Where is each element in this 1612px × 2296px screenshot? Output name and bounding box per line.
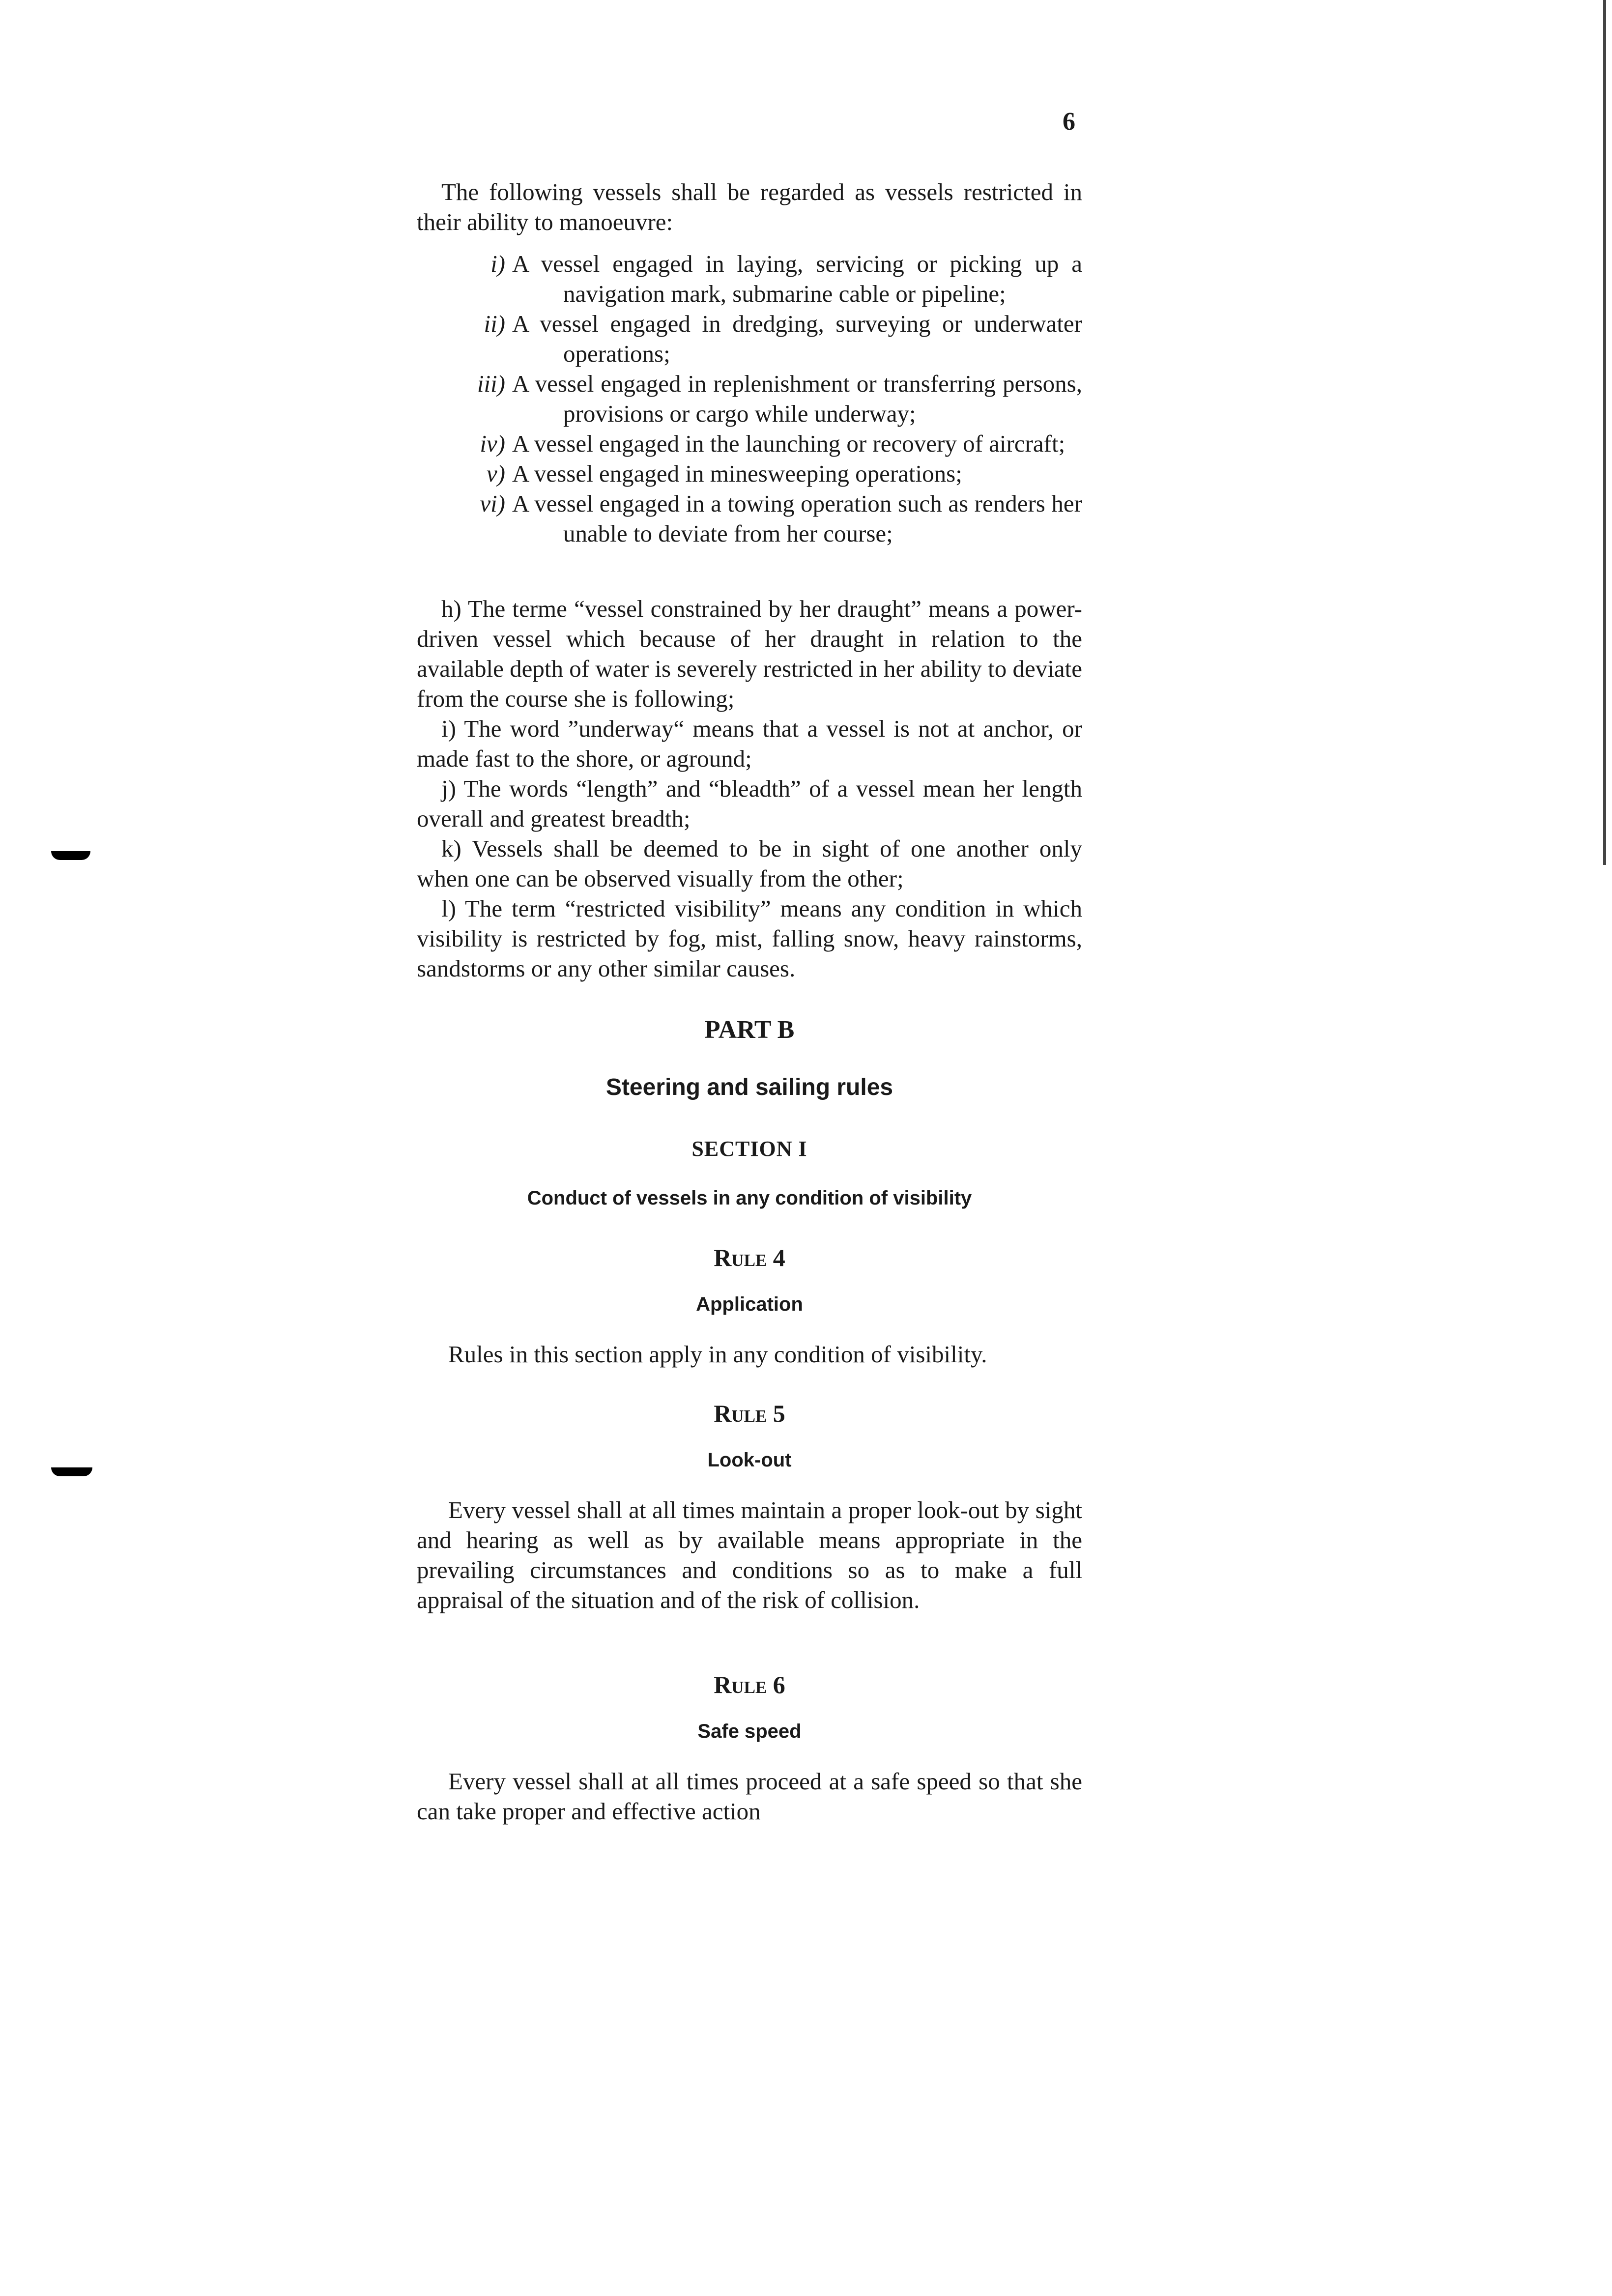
rule-6-title: Safe speed bbox=[697, 1721, 802, 1742]
definition-l: l) The term “restricted visibility” means any condition in which visibility is restricted by fog, mist, falling snow, heavy rainstorms, sandstorms or any other similar causes. bbox=[417, 895, 1082, 982]
rule-5-text: Every vessel shall at all times maintain a proper look-out by sight and hearing as well as by available means appropriate in the prevailing circumstances and conditions so as to make a full appraisal of the situation and of the risk of collision. bbox=[417, 1496, 1082, 1613]
scan-mark-left-top bbox=[51, 851, 90, 860]
list-item: v) A vessel engaged in minesweeping operations; bbox=[486, 460, 962, 487]
list-item: i) A vessel engaged in laying, servicing or picking up a navigation mark, submarine cable or pipeline; bbox=[490, 250, 1082, 307]
definition-j: j) The words “length” and “bleadth” of a vessel mean her length overall and greatest breadth; bbox=[417, 775, 1082, 832]
text-column bbox=[417, 177, 1082, 1826]
rule-6-text: Every vessel shall at all times proceed at a safe speed so that she can take proper and effective action bbox=[417, 1768, 1082, 1825]
list-item: iii) A vessel engaged in replenishment or transferring persons, provisions or cargo while underway; bbox=[477, 370, 1082, 427]
list-item: iv) A vessel engaged in the launching or recovery of aircraft; bbox=[480, 430, 1065, 457]
section-heading: SECTION I bbox=[691, 1137, 807, 1161]
definition-i: i) The word ”underway“ means that a vessel is not at anchor, or made fast to the shore, or aground; bbox=[417, 715, 1082, 772]
part-heading: PART B bbox=[704, 1016, 795, 1044]
scan-mark-left-bottom bbox=[51, 1467, 92, 1476]
definition-h: h) The terme “vessel constrained by her draught” means a power-driven vessel which because of her draught in relation to the available depth of water is severely restricted in her ability to deviate from the course she is following; bbox=[417, 595, 1082, 712]
definition-k: k) Vessels shall be deemed to be in sight of one another only when one can be observed visually from the other; bbox=[417, 835, 1082, 892]
rule-5-heading: Rule 5 bbox=[714, 1400, 785, 1427]
rule-5-title: Look-out bbox=[707, 1449, 792, 1471]
rule-4-title: Application bbox=[696, 1293, 803, 1315]
list-item: vi) A vessel engaged in a towing operation such as renders her unable to deviate from her course; bbox=[480, 490, 1082, 547]
section-title: Conduct of vessels in any condition of visibility bbox=[527, 1187, 972, 1209]
rule-4-heading: Rule 4 bbox=[714, 1244, 785, 1271]
part-title: Steering and sailing rules bbox=[605, 1074, 893, 1100]
page-number: 6 bbox=[1063, 108, 1075, 136]
intro-paragraph: The following vessels shall be regarded as vessels restricted in their ability to manoeuvre: bbox=[417, 178, 1082, 235]
rule-4-text: Rules in this section apply in any condition of visibility. bbox=[448, 1341, 987, 1368]
rule-6-heading: Rule 6 bbox=[714, 1671, 785, 1698]
vessel-list bbox=[417, 249, 1082, 548]
scan-edge-right bbox=[1603, 0, 1606, 865]
list-item: ii) A vessel engaged in dredging, surveying or underwater operations; bbox=[484, 310, 1082, 367]
